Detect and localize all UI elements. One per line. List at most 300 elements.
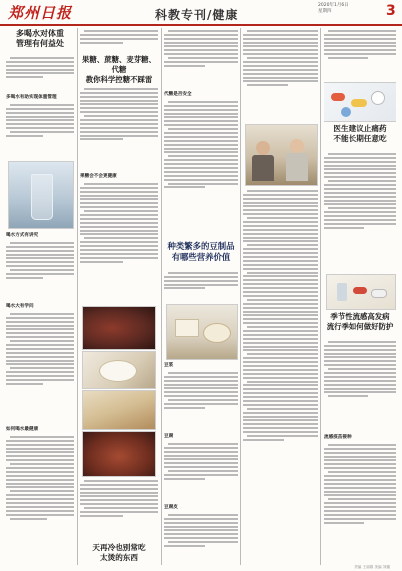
column-water — [6, 28, 74, 565]
text-line — [164, 447, 238, 449]
text-line — [6, 250, 74, 252]
text-line — [168, 57, 238, 59]
text-line — [164, 163, 238, 165]
water-sub4: 如何喝水最健康 — [6, 427, 39, 432]
text-line — [324, 483, 396, 485]
text-line — [6, 336, 74, 338]
text-line — [328, 395, 368, 397]
text-line — [6, 135, 43, 137]
text-line — [10, 104, 74, 106]
text-line — [243, 80, 318, 82]
text-line — [80, 495, 158, 497]
text-line — [6, 119, 74, 121]
bread-photo — [82, 390, 156, 430]
text-line — [164, 61, 238, 63]
text-line — [6, 444, 74, 446]
text-line — [243, 412, 318, 414]
text-line — [6, 325, 74, 327]
text-line — [164, 105, 238, 107]
soy-sub2: 豆腐 — [164, 434, 174, 439]
text-line — [164, 284, 238, 286]
text-line — [80, 42, 123, 44]
text-line — [324, 38, 396, 40]
text-line — [6, 254, 74, 256]
text-line — [243, 307, 318, 309]
text-line — [164, 280, 238, 282]
text-line — [164, 376, 238, 378]
text-line — [80, 226, 158, 228]
text-line — [324, 514, 396, 516]
flu-body-text — [324, 339, 396, 431]
text-line — [324, 467, 396, 469]
text-line — [243, 369, 318, 371]
page-number: 3 — [386, 3, 396, 19]
text-line — [6, 498, 74, 500]
text-line — [243, 209, 318, 211]
text-line — [328, 471, 396, 473]
text-line — [6, 328, 74, 330]
text-line — [10, 242, 74, 244]
text-line — [324, 353, 396, 355]
text-line — [10, 367, 74, 369]
text-line — [10, 269, 74, 271]
col5-body-text — [324, 28, 396, 78]
pain-body-text — [324, 151, 396, 271]
text-line — [6, 506, 74, 508]
text-line — [243, 439, 284, 441]
text-line — [6, 72, 74, 74]
text-line — [324, 165, 396, 167]
text-line — [324, 364, 396, 366]
text-line — [80, 138, 123, 140]
text-line — [80, 218, 158, 220]
text-line — [324, 487, 396, 489]
column-divider — [240, 28, 241, 565]
text-line — [164, 451, 238, 453]
text-line — [324, 376, 396, 378]
water-title-line1: 多喝水对体重 — [16, 28, 64, 38]
text-line — [243, 248, 318, 250]
text-line — [324, 494, 396, 496]
text-line — [80, 127, 158, 129]
text-line — [164, 124, 238, 126]
sugar-body-text-2 — [80, 181, 158, 303]
water-glass-photo — [8, 161, 74, 229]
text-line — [324, 211, 396, 213]
text-line — [328, 368, 396, 370]
text-line — [243, 264, 318, 266]
text-line — [164, 395, 238, 397]
text-line — [324, 506, 396, 508]
text-line — [164, 533, 238, 535]
text-line — [247, 190, 318, 192]
text-line — [80, 191, 158, 193]
text-line — [247, 30, 318, 32]
text-line — [80, 488, 158, 490]
text-line — [80, 198, 158, 200]
text-line — [243, 349, 318, 351]
text-line — [324, 45, 396, 47]
text-line — [243, 268, 318, 270]
soy-body-text-2 — [164, 441, 238, 501]
text-line — [6, 371, 74, 373]
text-line — [6, 514, 74, 516]
text-line — [80, 214, 158, 216]
text-line — [243, 427, 318, 429]
text-line — [6, 123, 74, 125]
text-line — [243, 361, 318, 363]
text-line — [324, 219, 396, 221]
text-line — [247, 326, 318, 328]
issue-date-text: 2020年1月6日 — [318, 3, 349, 8]
text-line — [164, 148, 238, 150]
text-line — [168, 372, 238, 374]
text-line — [324, 34, 396, 36]
text-line — [6, 510, 74, 512]
text-line — [164, 529, 238, 531]
text-line — [164, 186, 205, 188]
text-line — [324, 372, 396, 374]
soy-title-line1: 种类繁多的豆制品 — [167, 241, 235, 251]
soy-body-text-3 — [164, 512, 238, 565]
text-line — [243, 42, 318, 44]
text-line — [6, 317, 74, 319]
text-line — [80, 249, 158, 251]
water-body-text-3 — [6, 311, 74, 423]
text-line — [164, 140, 238, 142]
text-line — [324, 491, 396, 493]
column-sugar-left — [80, 28, 158, 565]
text-line — [324, 349, 396, 351]
text-line — [324, 452, 396, 454]
text-line — [164, 42, 238, 44]
text-line — [324, 168, 396, 170]
sugar-left-intro — [80, 28, 158, 52]
text-line — [328, 444, 396, 446]
text-line — [84, 115, 158, 117]
text-line — [10, 57, 74, 59]
text-line — [324, 391, 396, 393]
text-line — [324, 42, 396, 44]
text-line — [164, 167, 238, 169]
text-line — [243, 400, 318, 402]
text-line — [247, 381, 318, 383]
text-line — [243, 275, 318, 277]
text-line — [164, 151, 238, 153]
rice-bowl-photo — [82, 351, 156, 389]
text-line — [80, 511, 158, 513]
column-divider — [320, 28, 321, 565]
text-line — [168, 470, 238, 472]
text-line — [243, 213, 318, 215]
text-line — [243, 260, 318, 262]
text-line — [324, 215, 396, 217]
text-line — [6, 502, 74, 504]
text-line — [80, 222, 158, 224]
column-divider — [77, 28, 78, 565]
text-line — [6, 273, 74, 275]
text-line — [243, 384, 318, 386]
text-line — [243, 229, 318, 231]
text-line — [324, 459, 396, 461]
text-line — [164, 466, 238, 468]
section-title: 科教专刊/健康 — [155, 8, 239, 22]
text-line — [247, 57, 318, 59]
text-line — [164, 34, 238, 36]
text-line — [243, 283, 318, 285]
text-line — [243, 194, 318, 196]
text-line — [80, 245, 158, 247]
text-line — [164, 171, 238, 173]
text-line — [80, 195, 158, 197]
sugar-title-line2: 教你科学控糖不踩雷 — [85, 75, 153, 83]
text-line — [10, 490, 74, 492]
text-line — [6, 76, 43, 78]
text-line — [247, 272, 318, 274]
text-line — [80, 241, 158, 243]
text-line — [168, 101, 238, 103]
text-line — [243, 233, 318, 235]
text-line — [84, 210, 158, 212]
text-line — [243, 330, 318, 332]
text-line — [6, 383, 43, 385]
text-line — [6, 494, 74, 496]
soy-sub1: 豆浆 — [164, 363, 174, 368]
text-line — [164, 109, 238, 111]
text-line — [243, 322, 318, 324]
column-soy — [164, 28, 238, 565]
text-line — [80, 107, 158, 109]
text-line — [243, 365, 318, 367]
text-line — [324, 161, 396, 163]
text-line — [243, 295, 318, 297]
text-line — [324, 53, 396, 55]
text-line — [168, 272, 238, 274]
text-line — [6, 360, 74, 362]
text-line — [80, 96, 158, 98]
text-line — [243, 419, 318, 421]
text-line — [164, 113, 238, 115]
text-line — [243, 314, 318, 316]
text-line — [6, 467, 74, 469]
soup-bowl-photo — [82, 431, 156, 477]
text-line — [243, 431, 318, 433]
text-line — [164, 526, 238, 528]
text-line — [243, 205, 318, 207]
text-line — [324, 172, 396, 174]
text-line — [164, 136, 238, 138]
flu-title-line2: 流行季如何做好防护 — [326, 322, 394, 331]
text-line — [80, 131, 158, 133]
text-line — [6, 352, 74, 354]
text-line — [324, 345, 396, 347]
text-line — [164, 175, 238, 177]
text-line — [328, 341, 396, 343]
text-line — [247, 244, 318, 246]
text-line — [164, 537, 238, 539]
column-5 — [324, 28, 396, 565]
text-line — [324, 522, 364, 524]
text-line — [164, 391, 238, 393]
text-line — [6, 455, 74, 457]
text-line — [80, 230, 158, 232]
sugar-body-text — [80, 86, 158, 170]
column-4 — [243, 28, 318, 565]
text-line — [164, 179, 238, 181]
text-line — [6, 257, 74, 259]
text-line — [84, 480, 158, 482]
text-line — [243, 240, 318, 242]
text-line — [80, 499, 158, 501]
text-line — [243, 256, 318, 258]
flu-sub1: 流感疫苗接种 — [324, 435, 352, 440]
text-line — [6, 116, 74, 118]
text-line — [164, 53, 238, 55]
pills-photo — [324, 82, 396, 122]
water-body-text-4 — [6, 434, 74, 565]
water-body-text-2 — [6, 240, 74, 300]
text-line — [164, 462, 238, 464]
text-line — [6, 321, 74, 323]
text-line — [80, 100, 158, 102]
text-line — [164, 522, 238, 524]
text-line — [243, 346, 318, 348]
text-line — [243, 77, 318, 79]
text-line — [243, 287, 318, 289]
text-line — [164, 518, 238, 520]
soy-lead-text — [164, 270, 238, 300]
water-title-line2: 管理有何益处 — [16, 38, 64, 48]
water-sub2: 喝水方式有讲究 — [6, 233, 39, 238]
text-line — [324, 203, 396, 205]
water-sub1: 多喝水有助实现体重管理 — [6, 95, 57, 100]
text-line — [80, 233, 158, 235]
text-line — [164, 45, 238, 47]
issue-date — [318, 3, 349, 15]
elderly-people-photo — [245, 124, 318, 186]
text-line — [328, 207, 396, 209]
text-line — [328, 180, 396, 182]
text-line — [243, 416, 318, 418]
text-line — [80, 253, 158, 255]
sugar-title-line1: 果糖、蔗糖、麦芽糖、代糖 — [82, 55, 156, 74]
text-line — [243, 221, 318, 223]
text-line — [243, 65, 318, 67]
text-line — [324, 388, 396, 390]
text-line — [80, 515, 123, 517]
text-line — [324, 356, 396, 358]
text-line — [164, 455, 238, 457]
text-line — [6, 112, 74, 114]
text-line — [164, 387, 238, 389]
water-body-text — [6, 102, 74, 158]
text-line — [10, 313, 74, 315]
text-line — [243, 198, 318, 200]
text-line — [324, 384, 396, 386]
text-line — [243, 225, 318, 227]
text-line — [324, 380, 396, 382]
text-line — [168, 30, 238, 32]
water-sub3: 喝水大有学问 — [6, 304, 34, 309]
text-line — [324, 184, 396, 186]
text-line — [6, 451, 74, 453]
cold-title-line1: 天再冷也别常吃 — [92, 543, 146, 552]
text-line — [6, 65, 74, 67]
text-line — [324, 223, 396, 225]
soy-body-text — [164, 370, 238, 430]
text-line — [164, 38, 238, 40]
pain-title-line1: 医生建议止痛药 — [333, 124, 387, 133]
text-line — [243, 34, 318, 36]
medicine-photo — [326, 274, 396, 310]
text-line — [324, 518, 396, 520]
cold-body-text — [80, 478, 158, 540]
text-line — [80, 38, 158, 40]
text-line — [10, 518, 47, 520]
text-line — [164, 276, 238, 278]
masthead: 郑州日报 — [8, 4, 73, 22]
text-line — [164, 380, 238, 382]
text-line — [10, 340, 74, 342]
text-line — [80, 503, 158, 505]
text-line — [6, 356, 74, 358]
text-line — [164, 478, 205, 480]
text-line — [243, 291, 318, 293]
text-line — [168, 399, 238, 401]
text-line — [243, 45, 318, 47]
text-line — [243, 423, 318, 425]
text-line — [328, 153, 396, 155]
text-line — [247, 353, 318, 355]
text-line — [80, 257, 158, 259]
text-line — [6, 448, 74, 450]
text-line — [243, 237, 318, 239]
text-line — [243, 53, 318, 55]
text-line — [324, 227, 364, 229]
text-line — [243, 373, 318, 375]
text-line — [324, 176, 396, 178]
text-line — [247, 217, 318, 219]
sugar-right-text-2 — [164, 99, 238, 237]
text-line — [10, 131, 74, 133]
text-line — [80, 202, 158, 204]
text-line — [243, 279, 318, 281]
text-line — [6, 69, 74, 71]
text-line — [80, 92, 158, 94]
text-line — [243, 342, 318, 344]
text-line — [6, 332, 74, 334]
text-line — [6, 61, 74, 63]
text-line — [328, 57, 368, 59]
sugar-right-text — [164, 28, 238, 88]
text-line — [168, 128, 238, 130]
text-line — [243, 338, 318, 340]
text-line — [164, 116, 238, 118]
text-line — [324, 157, 396, 159]
text-line — [6, 246, 74, 248]
pain-title-line2: 不能长期任意吃 — [333, 134, 387, 143]
text-line — [328, 498, 396, 500]
text-line — [80, 261, 123, 263]
text-line — [243, 303, 318, 305]
text-line — [80, 111, 158, 113]
text-line — [84, 237, 158, 239]
text-line — [10, 463, 74, 465]
text-line — [324, 502, 396, 504]
sugar-sub2: 代糖是否安全 — [164, 92, 192, 97]
sugar-sub1: 果糖会不会更健康 — [80, 174, 117, 179]
text-line — [6, 344, 74, 346]
